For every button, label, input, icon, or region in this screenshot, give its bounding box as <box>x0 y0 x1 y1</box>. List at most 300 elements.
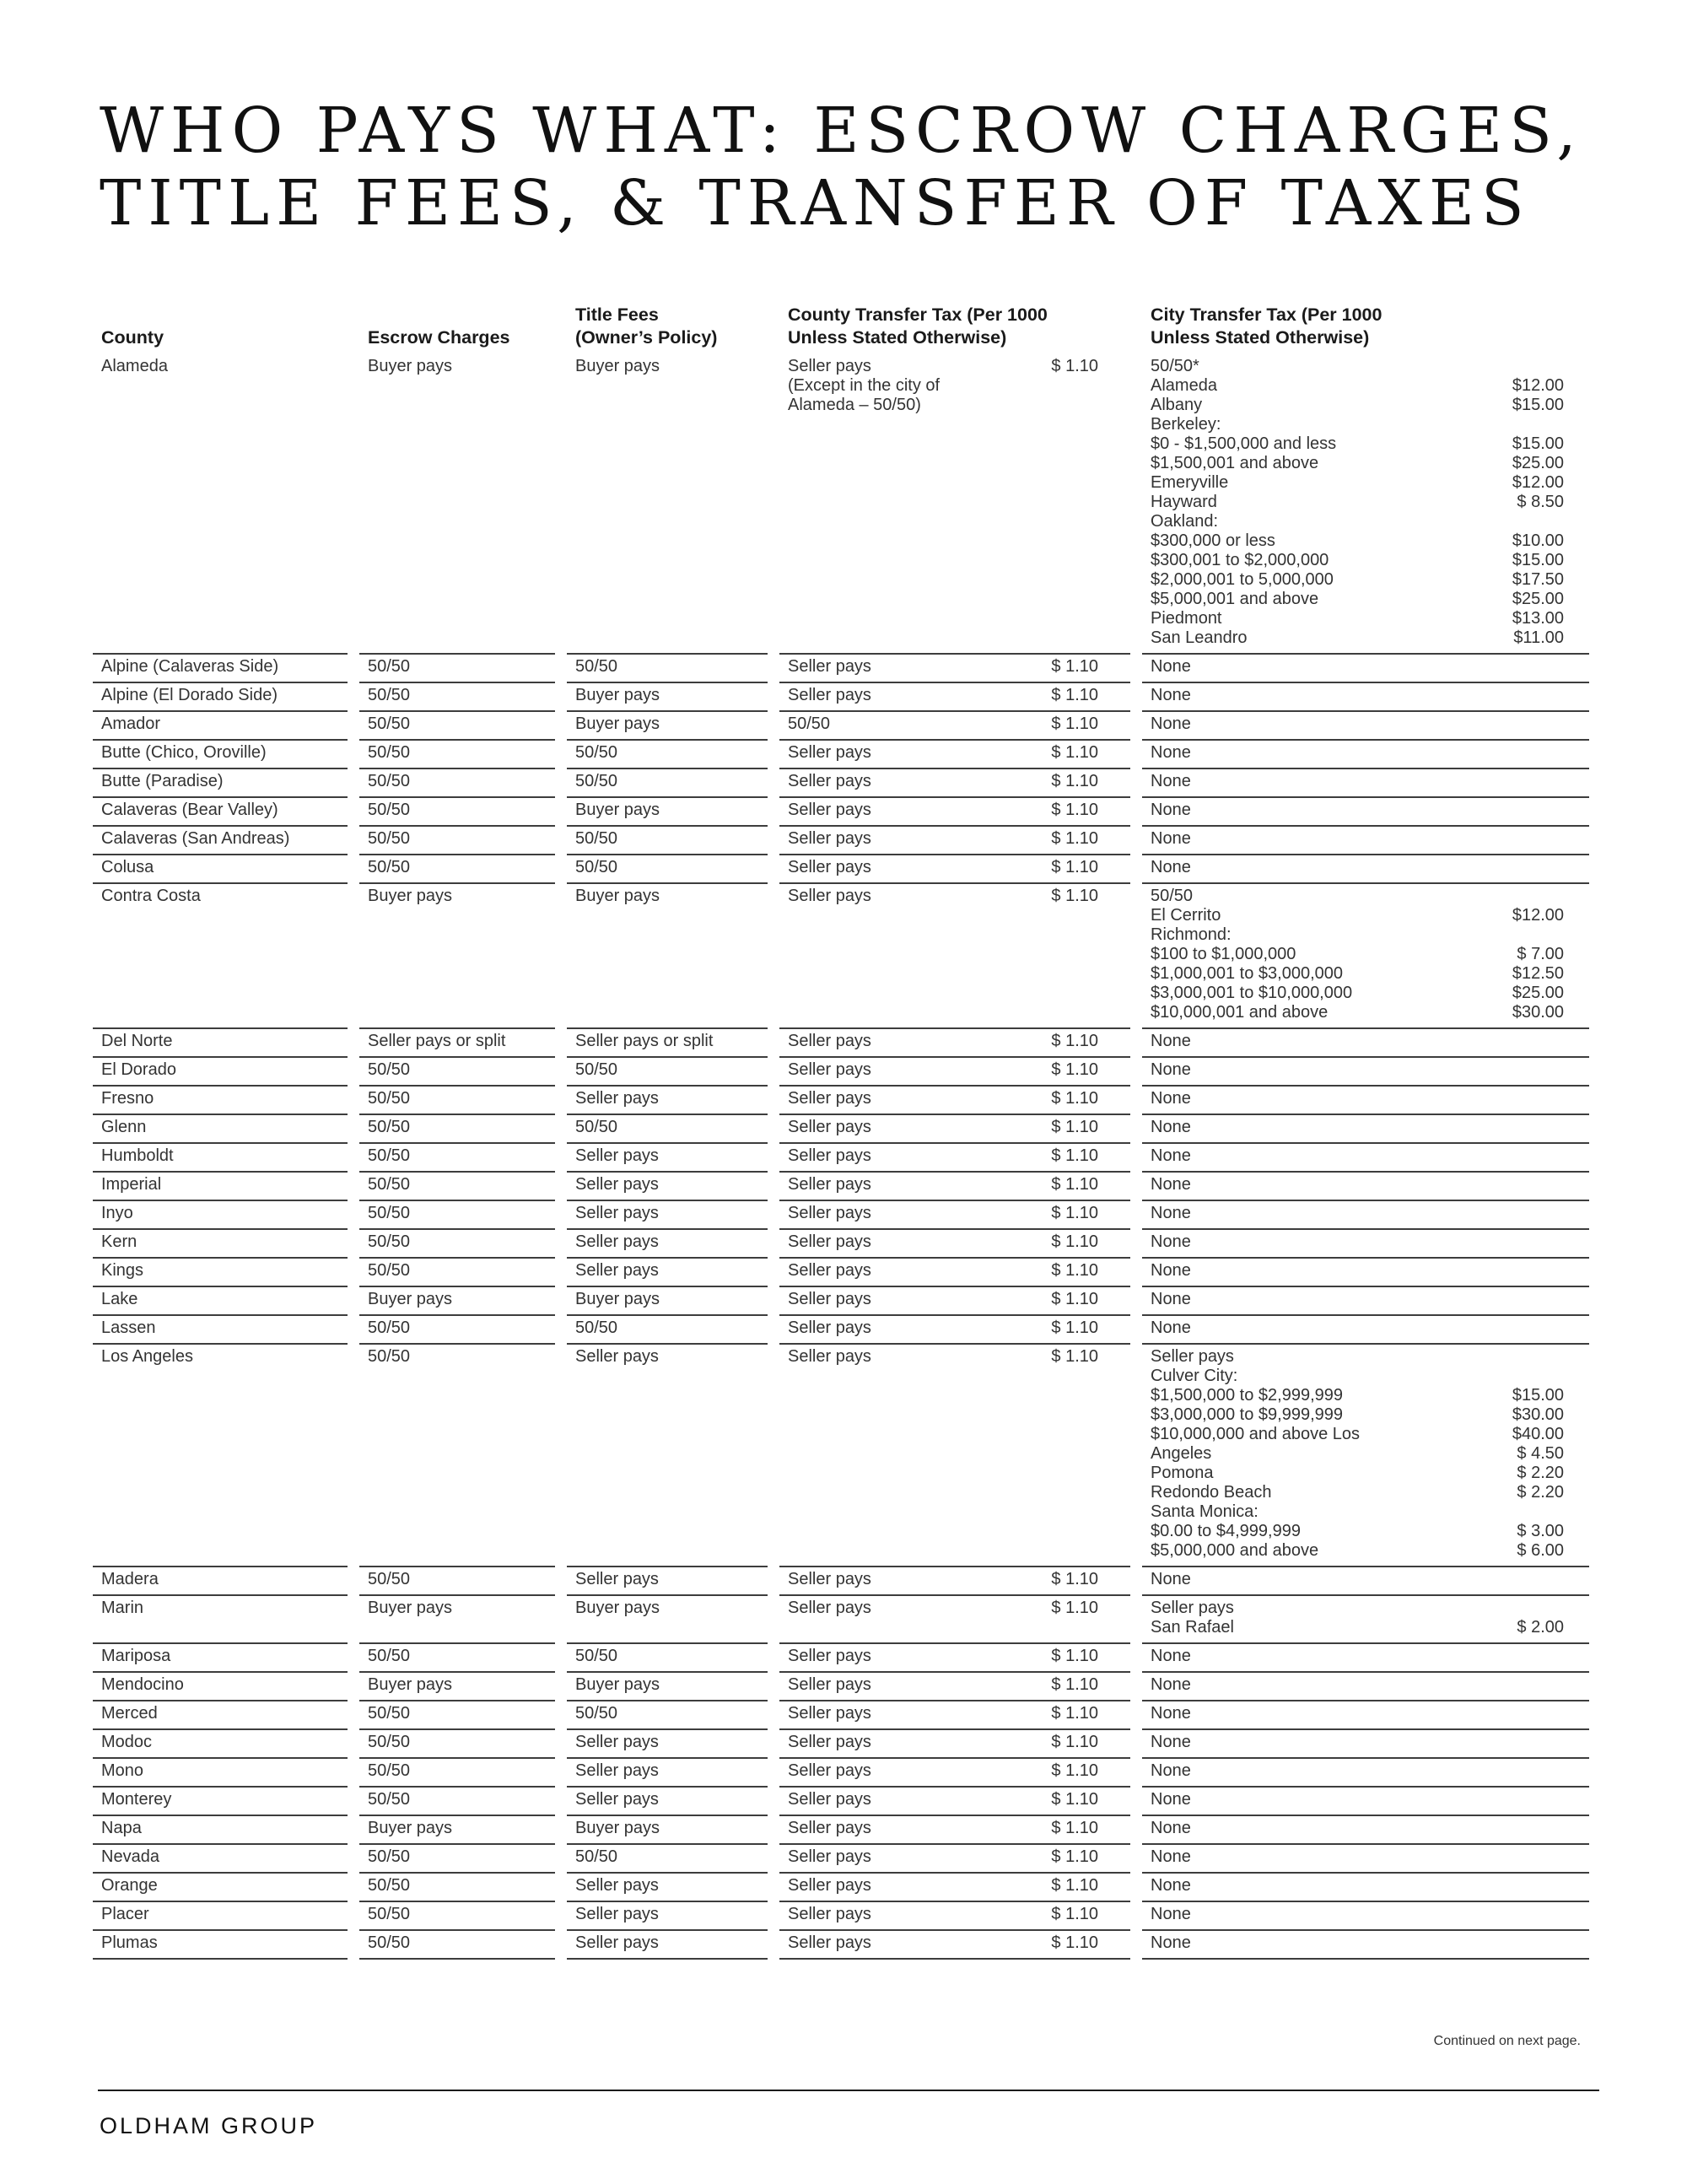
city-tax-amount <box>1564 1347 1569 1367</box>
city-tax-line <box>1151 829 1569 849</box>
city-tax-amount <box>1564 1647 1569 1666</box>
county-cell: Contra Costa <box>93 884 348 1029</box>
city-tax-line <box>1151 493 1569 512</box>
county-tax-rate: $ 1.10 <box>1051 1761 1098 1780</box>
county-tax-cell <box>779 1058 1130 1087</box>
county-tax-cell <box>779 1287 1130 1316</box>
table-row <box>93 798 1603 827</box>
city-tax-line <box>1151 1464 1569 1483</box>
city-tax-label: $3,000,001 to $10,000,000 <box>1151 984 1353 1002</box>
table-row <box>93 1701 1603 1730</box>
city-tax-amount: $25.00 <box>1512 454 1564 472</box>
city-tax-cell <box>1142 1115 1589 1144</box>
city-tax-amount: $30.00 <box>1512 1405 1564 1424</box>
title-fees-cell: Seller pays <box>567 1345 768 1567</box>
county-cell: El Dorado <box>93 1058 348 1087</box>
city-tax-amount: $15.00 <box>1512 1386 1564 1405</box>
city-tax-amount: $ 6.00 <box>1517 1541 1564 1560</box>
city-tax-line <box>1151 1367 1569 1386</box>
city-tax-line <box>1151 1060 1569 1080</box>
escrow-cell: Buyer pays <box>359 354 555 655</box>
city-tax-amount <box>1564 1089 1569 1108</box>
city-tax-line <box>1151 1618 1569 1637</box>
city-tax-amount <box>1564 1847 1569 1867</box>
city-tax-label: $300,001 to $2,000,000 <box>1151 551 1329 569</box>
escrow-cell: 50/50 <box>359 769 555 798</box>
county-cell: Fresno <box>93 1087 348 1115</box>
city-tax-amount <box>1564 925 1569 945</box>
county-tax-cell <box>779 1345 1130 1567</box>
city-tax-line <box>1151 1675 1569 1695</box>
city-tax-line <box>1151 434 1569 454</box>
county-cell: Inyo <box>93 1201 348 1230</box>
county-tax-rate: $ 1.10 <box>1051 1599 1098 1617</box>
city-tax-amount <box>1564 1876 1569 1895</box>
county-tax-rate: $ 1.10 <box>1051 1060 1098 1079</box>
city-tax-label: None <box>1151 1261 1191 1280</box>
county-tax-cell <box>779 1644 1130 1673</box>
city-tax-cell <box>1142 1730 1589 1759</box>
city-tax-line <box>1151 1318 1569 1338</box>
city-tax-cell <box>1142 712 1589 741</box>
city-tax-amount <box>1564 512 1569 531</box>
county-cell: Monterey <box>93 1788 348 1816</box>
city-tax-label: $5,000,000 and above <box>1151 1541 1319 1560</box>
table-row <box>93 1287 1603 1316</box>
city-tax-label: None <box>1151 1060 1191 1079</box>
escrow-cell: 50/50 <box>359 655 555 683</box>
table-row <box>93 1115 1603 1144</box>
county-tax-cell <box>779 1567 1130 1596</box>
city-tax-line <box>1151 1003 1569 1022</box>
title-fees-cell: 50/50 <box>567 769 768 798</box>
city-tax-line <box>1151 1386 1569 1405</box>
city-tax-line <box>1151 887 1569 906</box>
city-tax-amount <box>1564 686 1569 705</box>
city-tax-amount: $12.00 <box>1512 376 1564 395</box>
city-tax-cell <box>1142 1201 1589 1230</box>
city-tax-amount: $13.00 <box>1512 609 1564 628</box>
title-fees-cell: Seller pays <box>567 1730 768 1759</box>
city-tax-label: Oakland: <box>1151 512 1219 531</box>
city-tax-amount <box>1564 1318 1569 1338</box>
escrow-cell: Seller pays or split <box>359 1029 555 1058</box>
table-row <box>93 1259 1603 1287</box>
city-tax-amount <box>1564 887 1569 906</box>
title-fees-cell: Buyer pays <box>567 712 768 741</box>
city-tax-label: None <box>1151 801 1191 819</box>
city-tax-line <box>1151 1425 1569 1444</box>
title-fees-cell: Seller pays <box>567 1201 768 1230</box>
escrow-cell: 50/50 <box>359 798 555 827</box>
city-tax-amount <box>1564 829 1569 849</box>
city-tax-label: $10,000,001 and above <box>1151 1003 1329 1022</box>
city-tax-amount <box>1564 715 1569 734</box>
title-line-1: WHO PAYS WHAT: ESCROW CHARGES, <box>100 94 1583 167</box>
title-fees-cell: Seller pays <box>567 1874 768 1902</box>
county-tax-payer: Seller pays <box>788 1089 871 1108</box>
city-tax-line <box>1151 1733 1569 1752</box>
city-tax-label: None <box>1151 1647 1191 1665</box>
county-tax-rate: $ 1.10 <box>1051 801 1098 819</box>
county-tax-cell <box>779 1173 1130 1201</box>
city-tax-line <box>1151 1704 1569 1723</box>
city-tax-amount <box>1564 1933 1569 1953</box>
city-tax-line <box>1151 531 1569 551</box>
city-tax-line <box>1151 715 1569 734</box>
city-tax-amount <box>1564 743 1569 763</box>
county-tax-cell <box>779 1816 1130 1845</box>
county-cell: Del Norte <box>93 1029 348 1058</box>
city-tax-line <box>1151 396 1569 415</box>
city-tax-label: None <box>1151 1118 1191 1136</box>
title-fees-cell: Seller pays <box>567 1144 768 1173</box>
city-tax-amount <box>1564 1790 1569 1809</box>
city-tax-label: San Leandro <box>1151 628 1248 647</box>
county-tax-payer: Seller pays <box>788 829 871 848</box>
county-tax-cell <box>779 1115 1130 1144</box>
table-row <box>93 769 1603 798</box>
county-tax-payer: Seller pays <box>788 887 871 905</box>
county-tax-cell <box>779 1874 1130 1902</box>
city-tax-cell <box>1142 1087 1589 1115</box>
escrow-cell: 50/50 <box>359 683 555 712</box>
city-tax-label: $5,000,001 and above <box>1151 590 1319 608</box>
city-tax-cell <box>1142 1259 1589 1287</box>
city-tax-amount <box>1564 1118 1569 1137</box>
city-tax-label: None <box>1151 772 1191 790</box>
header-city-tax: City Transfer Tax (Per 1000 Unless Stated Otherwise) <box>1151 305 1382 348</box>
city-tax-cell <box>1142 741 1589 769</box>
city-tax-label: $300,000 or less <box>1151 531 1275 550</box>
table-row <box>93 1596 1603 1644</box>
city-tax-amount <box>1564 801 1569 820</box>
city-tax-label: None <box>1151 1204 1191 1222</box>
city-tax-line <box>1151 858 1569 877</box>
county-cell: Imperial <box>93 1173 348 1201</box>
table-row <box>93 1201 1603 1230</box>
city-tax-label: $1,500,000 to $2,999,999 <box>1151 1386 1343 1405</box>
table-row <box>93 884 1603 1029</box>
county-tax-payer: Seller pays <box>788 1819 871 1837</box>
city-tax-line <box>1151 1502 1569 1522</box>
county-tax-rate: $ 1.10 <box>1051 1847 1098 1866</box>
city-tax-line <box>1151 570 1569 590</box>
title-fees-cell: Seller pays <box>567 1788 768 1816</box>
table-row <box>93 1144 1603 1173</box>
city-tax-amount <box>1564 1905 1569 1924</box>
city-tax-line <box>1151 906 1569 925</box>
city-tax-label: Hayward <box>1151 493 1217 511</box>
city-tax-label: Angeles <box>1151 1444 1212 1463</box>
county-tax-rate: $ 1.10 <box>1051 1819 1098 1837</box>
city-tax-cell <box>1142 769 1589 798</box>
city-tax-amount: $15.00 <box>1512 396 1564 414</box>
city-tax-amount: $40.00 <box>1512 1425 1564 1443</box>
county-tax-rate: $ 1.10 <box>1051 1675 1098 1694</box>
county-tax-cell <box>779 741 1130 769</box>
county-tax-payer: Seller pays <box>788 1790 871 1809</box>
county-tax-rate: $ 1.10 <box>1051 1118 1098 1136</box>
city-tax-label: $0 - $1,500,000 and less <box>1151 434 1337 453</box>
city-tax-line <box>1151 551 1569 570</box>
county-tax-cell <box>779 769 1130 798</box>
city-tax-amount: $ 2.00 <box>1517 1618 1564 1637</box>
county-tax-payer: Seller pays <box>788 1232 871 1251</box>
city-tax-amount <box>1564 1819 1569 1838</box>
city-tax-line <box>1151 925 1569 945</box>
city-tax-label: Alameda <box>1151 376 1217 395</box>
city-tax-amount <box>1564 1599 1569 1618</box>
county-tax-payer: Seller pays <box>788 1347 871 1366</box>
county-tax-rate: $ 1.10 <box>1051 1146 1098 1165</box>
county-tax-payer: Seller pays (Except in the city of Alameda – 50/50) <box>788 357 941 414</box>
title-fees-cell: Buyer pays <box>567 884 768 1029</box>
table-row <box>93 1345 1603 1567</box>
city-tax-amount: $ 7.00 <box>1517 945 1564 963</box>
city-tax-amount <box>1564 1261 1569 1281</box>
county-cell: Placer <box>93 1902 348 1931</box>
title-fees-cell: Seller pays or split <box>567 1029 768 1058</box>
escrow-cell: 50/50 <box>359 1144 555 1173</box>
county-tax-payer: Seller pays <box>788 1761 871 1780</box>
county-tax-rate: $ 1.10 <box>1051 1905 1098 1923</box>
county-tax-rate: $ 1.10 <box>1051 657 1098 676</box>
city-tax-label: El Cerrito <box>1151 906 1221 925</box>
county-tax-payer: Seller pays <box>788 801 871 819</box>
county-tax-payer: Seller pays <box>788 1647 871 1665</box>
county-tax-payer: Seller pays <box>788 1290 871 1308</box>
city-tax-amount <box>1564 1367 1569 1386</box>
county-cell: Alameda <box>93 354 348 655</box>
city-tax-line <box>1151 1790 1569 1809</box>
title-fees-cell: 50/50 <box>567 1701 768 1730</box>
city-tax-label: $10,000,000 and above Los <box>1151 1425 1360 1443</box>
city-tax-line <box>1151 945 1569 964</box>
county-tax-payer: Seller pays <box>788 1675 871 1694</box>
county-tax-cell <box>779 683 1130 712</box>
city-tax-cell <box>1142 1345 1589 1567</box>
county-tax-payer: Seller pays <box>788 1261 871 1280</box>
county-cell: Marin <box>93 1596 348 1644</box>
table-row <box>93 1058 1603 1087</box>
county-cell: Kern <box>93 1230 348 1259</box>
county-tax-rate: $ 1.10 <box>1051 887 1098 905</box>
county-cell: Plumas <box>93 1931 348 1960</box>
county-tax-payer: Seller pays <box>788 1876 871 1895</box>
city-tax-amount <box>1564 1761 1569 1781</box>
escrow-cell: 50/50 <box>359 1730 555 1759</box>
county-cell: Butte (Chico, Oroville) <box>93 741 348 769</box>
table-row <box>93 1845 1603 1874</box>
county-tax-rate: $ 1.10 <box>1051 1733 1098 1751</box>
city-tax-cell <box>1142 884 1589 1029</box>
county-cell: Lassen <box>93 1316 348 1345</box>
county-tax-cell <box>779 1788 1130 1816</box>
city-tax-cell <box>1142 1644 1589 1673</box>
city-tax-label: None <box>1151 1905 1191 1923</box>
title-fees-cell: 50/50 <box>567 1845 768 1874</box>
city-tax-label: None <box>1151 1232 1191 1251</box>
escrow-cell: Buyer pays <box>359 1816 555 1845</box>
escrow-cell: Buyer pays <box>359 1596 555 1644</box>
table-row <box>93 1730 1603 1759</box>
city-tax-line <box>1151 1261 1569 1281</box>
title-fees-cell: Buyer pays <box>567 683 768 712</box>
city-tax-amount: $ 2.20 <box>1517 1464 1564 1482</box>
city-tax-line <box>1151 743 1569 763</box>
city-tax-amount <box>1564 1204 1569 1223</box>
escrow-cell: 50/50 <box>359 1316 555 1345</box>
county-tax-cell <box>779 1931 1130 1960</box>
city-tax-label: None <box>1151 1761 1191 1780</box>
city-tax-line <box>1151 415 1569 434</box>
city-tax-amount <box>1564 415 1569 434</box>
escrow-cell: 50/50 <box>359 1931 555 1960</box>
table-row <box>93 1816 1603 1845</box>
escrow-cell: 50/50 <box>359 741 555 769</box>
escrow-cell: 50/50 <box>359 1259 555 1287</box>
escrow-cell: 50/50 <box>359 1701 555 1730</box>
city-tax-amount <box>1564 357 1569 376</box>
city-tax-label: Redondo Beach <box>1151 1483 1272 1502</box>
city-tax-amount <box>1564 858 1569 877</box>
table-row <box>93 1931 1603 1960</box>
county-tax-rate: $ 1.10 <box>1051 1290 1098 1308</box>
escrow-cell: Buyer pays <box>359 1287 555 1316</box>
county-tax-rate: $ 1.10 <box>1051 1089 1098 1108</box>
city-tax-label: 50/50* <box>1151 357 1199 375</box>
escrow-cell: 50/50 <box>359 1345 555 1567</box>
city-tax-label: Seller pays <box>1151 1347 1234 1366</box>
table-header <box>93 294 1603 354</box>
city-tax-amount: $ 8.50 <box>1517 493 1564 511</box>
city-tax-label: None <box>1151 1819 1191 1837</box>
city-tax-label: None <box>1151 1847 1191 1866</box>
county-tax-payer: Seller pays <box>788 1118 871 1136</box>
city-tax-cell <box>1142 1874 1589 1902</box>
title-fees-cell: 50/50 <box>567 1058 768 1087</box>
county-cell: Orange <box>93 1874 348 1902</box>
county-tax-cell <box>779 1759 1130 1788</box>
county-tax-rate: $ 1.10 <box>1051 1933 1098 1952</box>
city-tax-line <box>1151 1522 1569 1541</box>
title-fees-cell: Buyer pays <box>567 1673 768 1701</box>
county-cell: Kings <box>93 1259 348 1287</box>
city-tax-amount <box>1564 1733 1569 1752</box>
city-tax-label: None <box>1151 1570 1191 1588</box>
city-tax-line <box>1151 376 1569 396</box>
city-tax-line <box>1151 1819 1569 1838</box>
county-tax-cell <box>779 884 1130 1029</box>
title-fees-cell: 50/50 <box>567 655 768 683</box>
county-cell: Merced <box>93 1701 348 1730</box>
escrow-cell: 50/50 <box>359 1201 555 1230</box>
city-tax-line <box>1151 1405 1569 1425</box>
county-tax-rate: $ 1.10 <box>1051 1570 1098 1588</box>
county-cell: Napa <box>93 1816 348 1845</box>
table-row <box>93 1029 1603 1058</box>
city-tax-line <box>1151 772 1569 791</box>
county-tax-rate: $ 1.10 <box>1051 1032 1098 1050</box>
title-fees-cell: Seller pays <box>567 1087 768 1115</box>
county-tax-payer: Seller pays <box>788 1175 871 1194</box>
city-tax-label: None <box>1151 1146 1191 1165</box>
county-tax-payer: 50/50 <box>788 715 831 733</box>
city-tax-label: None <box>1151 1032 1191 1050</box>
county-tax-payer: Seller pays <box>788 1060 871 1079</box>
county-tax-payer: Seller pays <box>788 743 871 762</box>
city-tax-amount: $25.00 <box>1512 984 1564 1002</box>
city-tax-cell <box>1142 1845 1589 1874</box>
city-tax-line <box>1151 1876 1569 1895</box>
county-tax-payer: Seller pays <box>788 686 871 704</box>
city-tax-label: 50/50 <box>1151 887 1194 905</box>
county-cell: Calaveras (Bear Valley) <box>93 798 348 827</box>
brand-logo-text: OLDHAM GROUP <box>100 2113 318 2138</box>
city-tax-label: None <box>1151 715 1191 733</box>
escrow-cell: Buyer pays <box>359 1673 555 1701</box>
city-tax-line <box>1151 628 1569 648</box>
city-tax-amount <box>1564 1146 1569 1166</box>
county-tax-cell <box>779 855 1130 884</box>
city-tax-cell <box>1142 1759 1589 1788</box>
city-tax-line <box>1151 512 1569 531</box>
county-tax-payer: Seller pays <box>788 1733 871 1751</box>
county-tax-cell <box>779 1144 1130 1173</box>
county-tax-payer: Seller pays <box>788 657 871 676</box>
title-fees-cell: Seller pays <box>567 1230 768 1259</box>
city-tax-label: $2,000,001 to 5,000,000 <box>1151 570 1334 589</box>
city-tax-label: Culver City: <box>1151 1367 1238 1385</box>
table-row <box>93 1230 1603 1259</box>
city-tax-label: $1,500,001 and above <box>1151 454 1319 472</box>
city-tax-line <box>1151 1118 1569 1137</box>
city-tax-label: Seller pays <box>1151 1599 1234 1617</box>
county-cell: Humboldt <box>93 1144 348 1173</box>
county-tax-payer: Seller pays <box>788 1599 871 1617</box>
city-tax-cell <box>1142 1567 1589 1596</box>
county-tax-cell <box>779 1230 1130 1259</box>
title-fees-cell: 50/50 <box>567 855 768 884</box>
county-cell: Glenn <box>93 1115 348 1144</box>
city-tax-amount <box>1564 1704 1569 1723</box>
city-tax-line <box>1151 1933 1569 1953</box>
city-tax-cell <box>1142 1058 1589 1087</box>
escrow-cell: 50/50 <box>359 1644 555 1673</box>
city-tax-amount <box>1564 657 1569 677</box>
title-fees-cell: Seller pays <box>567 1931 768 1960</box>
county-cell: Alpine (El Dorado Side) <box>93 683 348 712</box>
city-tax-line <box>1151 590 1569 609</box>
escrow-cell: 50/50 <box>359 1845 555 1874</box>
city-tax-cell <box>1142 1287 1589 1316</box>
city-tax-amount: $12.50 <box>1512 964 1564 983</box>
table-row <box>93 1788 1603 1816</box>
city-tax-cell <box>1142 1788 1589 1816</box>
table-row <box>93 741 1603 769</box>
county-tax-rate: $ 1.10 <box>1051 1204 1098 1222</box>
county-tax-rate: $ 1.10 <box>1051 686 1098 704</box>
county-tax-payer: Seller pays <box>788 1032 871 1050</box>
city-tax-label: None <box>1151 1704 1191 1723</box>
title-fees-cell: Buyer pays <box>567 1816 768 1845</box>
city-tax-label: None <box>1151 858 1191 876</box>
city-tax-cell <box>1142 1230 1589 1259</box>
table-row <box>93 1874 1603 1902</box>
county-tax-cell <box>779 354 1130 655</box>
city-tax-label: None <box>1151 1290 1191 1308</box>
